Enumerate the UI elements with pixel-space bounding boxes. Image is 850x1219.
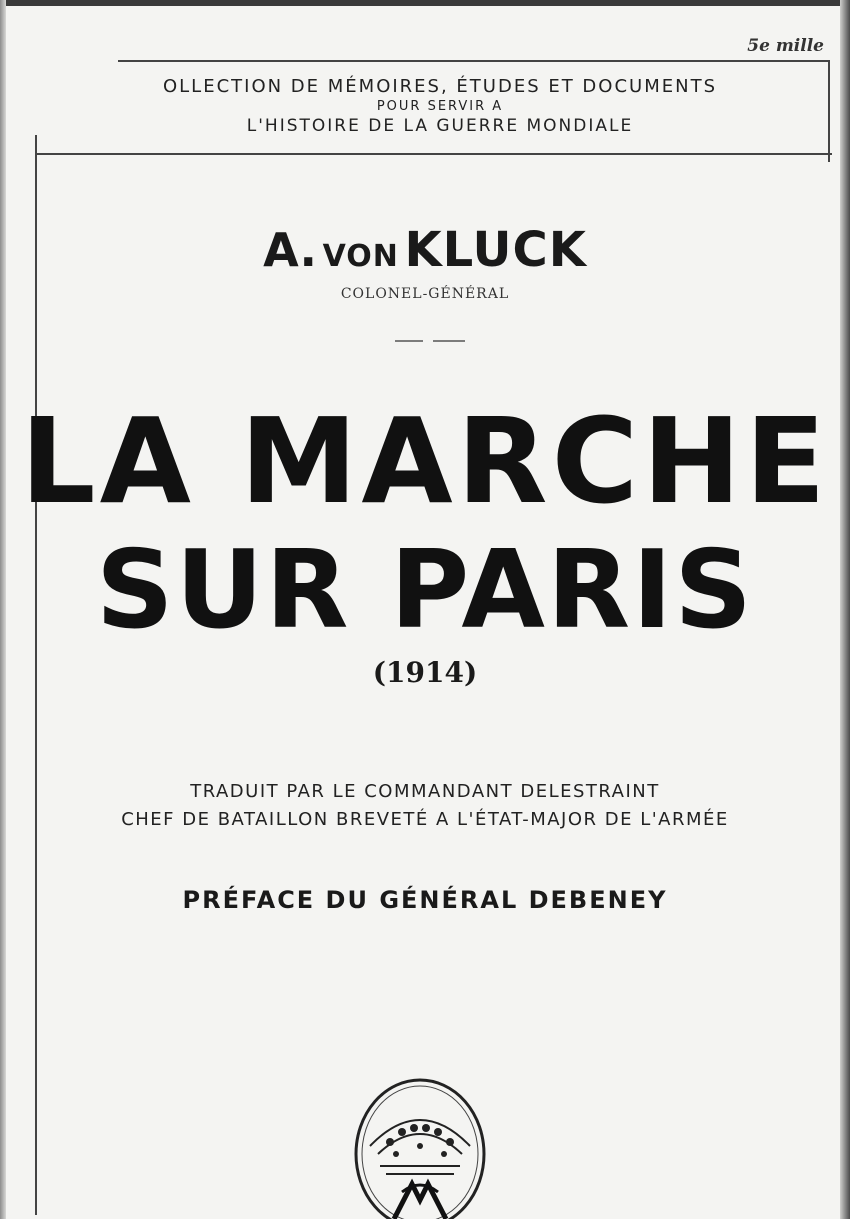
publisher-emblem-icon (350, 1074, 490, 1219)
book-title-line-1: LA MARCHE (20, 392, 830, 530)
collection-line-1: OLLECTION DE MÉMOIRES, ÉTUDES ET DOCUMENTS (162, 76, 717, 97)
collection-header (60, 76, 820, 136)
frame-collection-rule (36, 153, 832, 155)
author-surname: KLUCK (404, 222, 587, 278)
author-initial: A. (263, 223, 317, 277)
edition-note: 5e mille (747, 36, 824, 56)
author-name (0, 222, 850, 278)
translator-line-1: TRADUIT PAR LE COMMANDANT DELESTRAINT (190, 781, 660, 802)
ornament-divider (385, 338, 475, 344)
book-year: (1914) (372, 656, 478, 689)
collection-line-2: POUR SERVIR A (376, 99, 504, 114)
collection-line-3: L'HISTOIRE DE LA GUERRE MONDIALE (246, 116, 634, 136)
frame-right-rule (828, 62, 830, 162)
frame-top-rule (118, 60, 830, 62)
scan-edge-top (0, 0, 850, 6)
author-particle: VON (322, 239, 399, 274)
book-title-line-2: SUR PARIS (95, 528, 755, 653)
translator-line-2: CHEF DE BATAILLON BREVETÉ A L'ÉTAT-MAJOR DE L'ARMÉE (121, 809, 729, 830)
translator-credit (0, 778, 850, 834)
preface-credit: PRÉFACE DU GÉNÉRAL DEBENEY (182, 886, 668, 914)
author-rank: COLONEL-GÉNÉRAL (340, 286, 510, 302)
